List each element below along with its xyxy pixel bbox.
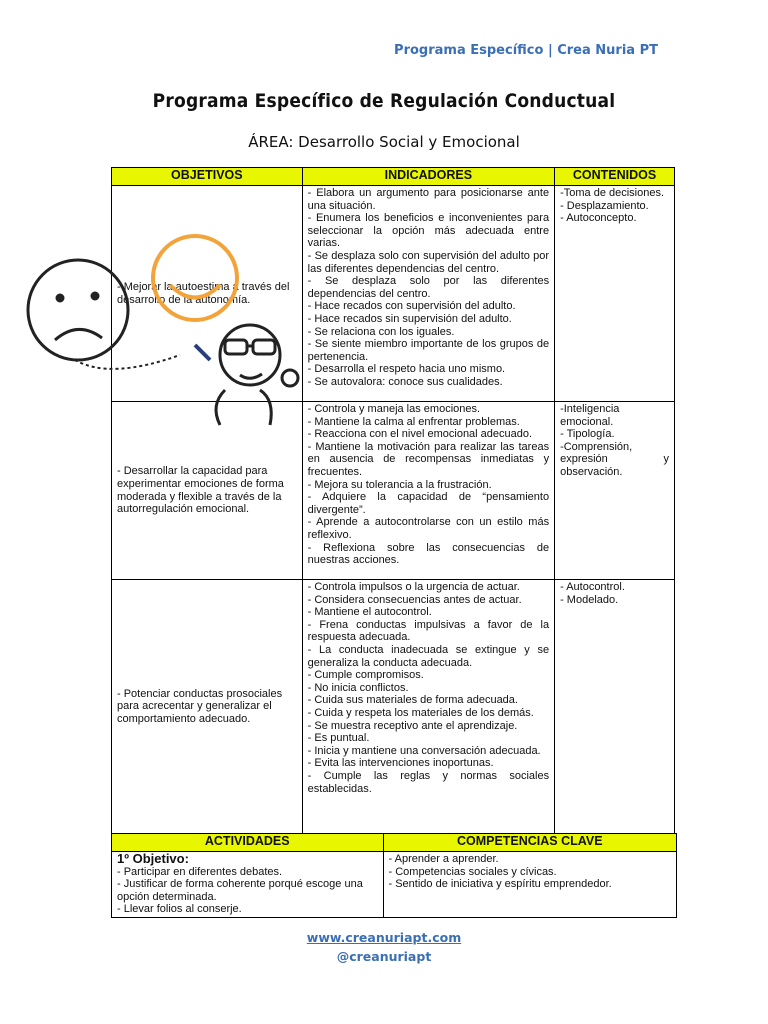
activities-table <box>111 833 677 918</box>
table-row <box>112 186 675 402</box>
header-contenidos: CONTENIDOS <box>555 168 675 186</box>
indicador-item: - Frena conductas impulsivas a favor de la respuesta adecuada. <box>307 618 550 644</box>
indicadores-cell <box>302 402 554 580</box>
indicador-item: - Se muestra receptivo ante el aprendizaje. <box>307 719 518 732</box>
indicador-item: - Mantiene el autocontrol. <box>307 606 432 619</box>
indicadores-cell <box>302 580 554 834</box>
header-objetivos: OBJETIVOS <box>112 168 303 186</box>
contenido-item: -Comprensión, expresión y observación. <box>560 440 669 478</box>
indicador-item: - Adquiere la capacidad de “pensamiento divergente”. <box>307 491 550 516</box>
indicador-item: - Cumple compromisos. <box>307 669 424 682</box>
indicador-item: - Evita las intervenciones inoportunas. <box>307 757 494 770</box>
indicador-item: - Elabora un argumento para posicionarse ante una situación. <box>307 187 550 212</box>
indicador-item: - Hace recados con supervisión del adulto. <box>307 300 516 313</box>
contenido-item: - Modelado. <box>560 593 619 606</box>
indicador-item: - Considera consecuencias antes de actuar. <box>307 593 522 606</box>
objetivo-cell: - Mejorar la autoestima a través del desarrollo de la autonomía. <box>112 186 303 402</box>
actividad-item: - Llevar folios al conserje. <box>117 903 242 916</box>
contenido-item: -Toma de decisiones. <box>560 187 665 199</box>
contenidos-cell <box>555 186 675 402</box>
indicador-item: - La conducta inadecuada se extingue y se generaliza la conducta adecuada. <box>307 643 550 669</box>
competencia-item: - Aprender a aprender. <box>388 853 499 865</box>
indicador-item: - Reacciona con el nivel emocional adecuado. <box>307 428 533 441</box>
objetivo-cell: - Desarrollar la capacidad para experimentar emociones de forma moderada y flexible a través de la autorregulación emocional. <box>112 402 303 580</box>
contenidos-cell <box>555 580 675 834</box>
page-subtitle: ÁREA: Desarrollo Social y Emocional <box>248 133 520 151</box>
indicador-item: - Se siente miembro importante de los grupos de pertenencia. <box>307 338 550 363</box>
indicador-item: - Inicia y mantiene una conversación adecuada. <box>307 744 541 757</box>
indicador-item: - Se desplaza solo con supervisión del adulto por las diferentes dependencias del centro. <box>307 249 550 275</box>
indicador-item: - Cumple las reglas y normas sociales establecidas. <box>307 769 550 795</box>
objetivo-cell: - Potenciar conductas prosociales para acrecentar y generalizar el comportamiento adecuado. <box>112 580 303 834</box>
competencia-item: - Competencias sociales y cívicas. <box>388 865 557 878</box>
actividades-cell <box>112 852 384 918</box>
indicador-item: - Hace recados sin supervisión del adulto. <box>307 312 512 325</box>
indicador-item: - No inicia conflictos. <box>307 681 409 694</box>
indicador-item: - Mejora su tolerancia a la frustración. <box>307 478 492 491</box>
indicador-item: - Enumera los beneficios e inconvenientes para seleccionar la opción más adecuada entre varias. <box>307 212 550 250</box>
footer-handle: @creanuriapt <box>336 949 432 964</box>
objectives-table <box>111 167 675 834</box>
indicador-item: - Es puntual. <box>307 732 370 745</box>
header-brand: Programa Específico | Crea Nuria PT <box>394 43 658 58</box>
indicador-item: - Cuida y respeta los materiales de los demás. <box>307 706 534 719</box>
indicador-item: - Mantiene la calma al enfrentar problemas. <box>307 415 520 428</box>
indicadores-cell <box>302 186 554 402</box>
indicador-item: - Controla impulsos o la urgencia de actuar. <box>307 581 520 593</box>
contenido-item: - Autocontrol. <box>560 581 625 593</box>
objectives-table-header <box>112 168 675 186</box>
competencias-cell <box>383 852 677 918</box>
header-competencias: COMPETENCIAS CLAVE <box>383 834 677 852</box>
indicador-item: - Aprende a autocontrolarse con un estilo más reflexivo. <box>307 516 550 541</box>
indicador-item: - Se relaciona con los iguales. <box>307 325 455 338</box>
contenido-item: - Desplazamiento. <box>560 199 649 212</box>
objective-heading: 1º Objetivo: <box>117 851 189 866</box>
header-actividades: ACTIVIDADES <box>112 834 384 852</box>
contenido-item: - Tipología. <box>560 428 615 441</box>
actividad-item: - Justificar de forma coherente porqué escoge una opción determinada. <box>117 878 363 903</box>
indicador-item: - Se autovalora: conoce sus cualidades. <box>307 375 503 388</box>
table-row <box>112 580 675 834</box>
page-title: Programa Específico de Regulación Conductual <box>152 90 616 112</box>
table-row <box>112 402 675 580</box>
indicador-item: - Cuida sus materiales de forma adecuada. <box>307 694 518 707</box>
contenido-item: -Inteligencia emocional. <box>560 403 620 428</box>
header-indicadores: INDICADORES <box>302 168 554 186</box>
footer-website-link[interactable]: www.creanuriapt.com <box>306 930 462 945</box>
competencia-item: - Sentido de iniciativa y espíritu emprendedor. <box>388 878 612 891</box>
indicador-item: - Desarrolla el respeto hacia uno mismo. <box>307 363 506 376</box>
indicador-item: - Se desplaza solo por las diferentes dependencias del centro. <box>307 275 550 300</box>
indicador-item: - Mantiene la motivación para realizar las tareas en ausencia de recompensas inmediatas y frecuentes. <box>307 440 550 478</box>
activities-table-header <box>112 834 677 852</box>
table-row <box>112 852 677 918</box>
indicador-item: - Reflexiona sobre las consecuencias de nuestras acciones. <box>307 541 550 567</box>
indicador-item: - Controla y maneja las emociones. <box>307 403 481 415</box>
actividad-item: - Participar en diferentes debates. <box>117 865 283 878</box>
contenido-item: - Autoconcepto. <box>560 212 637 225</box>
contenidos-cell <box>555 402 675 580</box>
